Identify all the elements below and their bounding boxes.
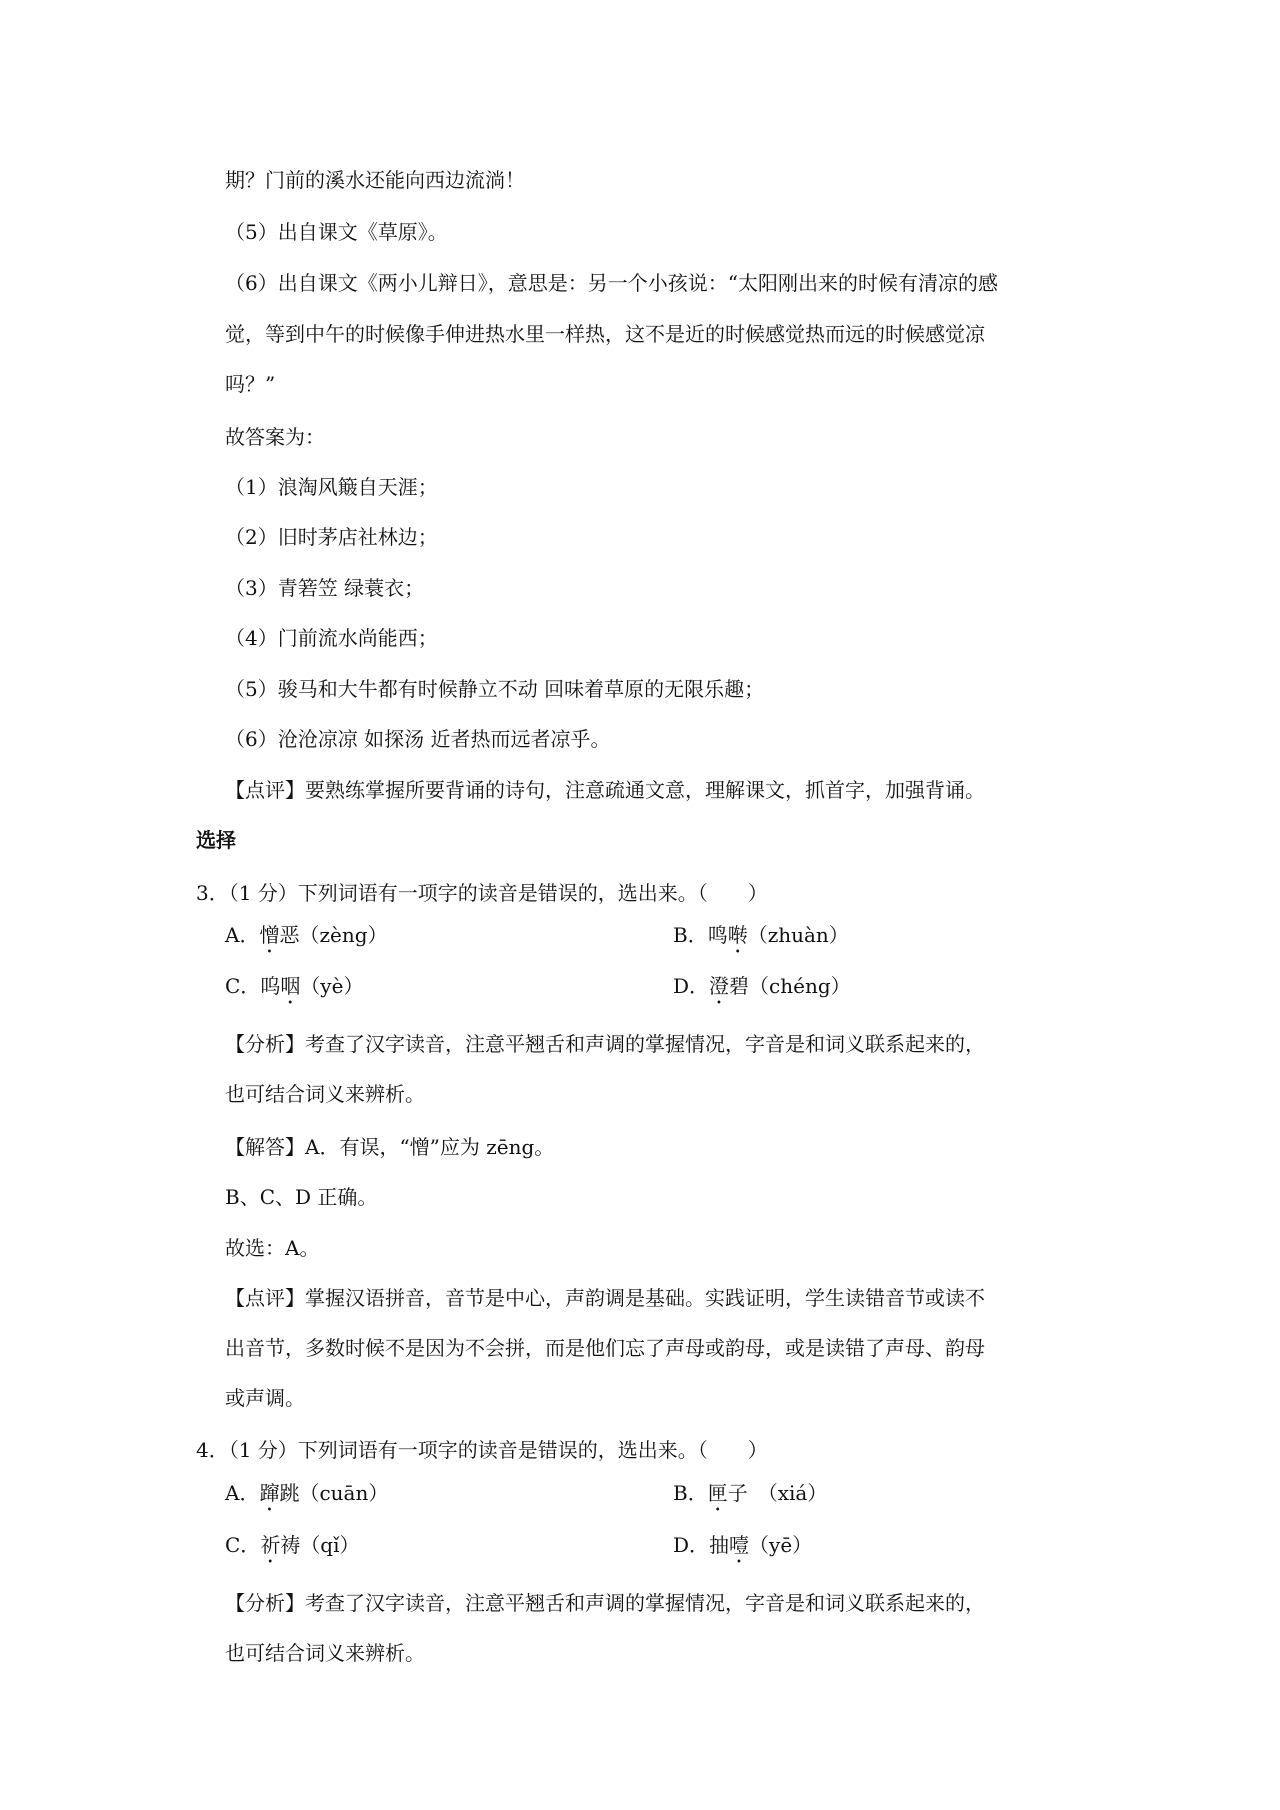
emphasized-char: 匣: [707, 1481, 728, 1505]
emphasized-char: 祈: [260, 1533, 281, 1557]
option-text: 祷: [280, 1533, 301, 1557]
answer: 【解答】A．有误，“憎”应为 zēng。: [225, 1135, 555, 1159]
comment: 【点评】掌握汉语拼音，音节是中心，声韵调是基础。实践证明，学生读错音节或读不: [225, 1286, 985, 1310]
option-letter: D．: [673, 974, 710, 998]
option-text: 碧: [729, 974, 750, 998]
option-letter: C．: [225, 974, 261, 998]
emphasized-char: 澄: [709, 974, 730, 998]
comment: 出音节，多数时候不是因为不会拼，而是他们忘了声母或韵母，或是读错了声母、韵母: [225, 1336, 985, 1360]
text-line: （6）沧沧凉凉 如探汤 近者热而远者凉乎。: [225, 727, 611, 751]
analysis: 也可结合词义来辨析。: [225, 1082, 425, 1106]
option-text: 抽: [709, 1533, 730, 1557]
option-a[interactable]: [225, 923, 388, 958]
option-text: 跳: [279, 1481, 300, 1505]
emphasized-char: 咽: [280, 974, 301, 998]
text-line: （4）门前流水尚能西；: [225, 626, 438, 650]
option-text: 恶: [279, 923, 300, 947]
option-text: 子: [727, 1481, 748, 1505]
answer: B、C、D 正确。: [225, 1185, 378, 1209]
text-line: （2）旧时茅店社林边；: [225, 525, 438, 549]
option-pinyin: （yè）: [300, 974, 364, 998]
option-pinyin: （xiá）: [747, 1481, 828, 1505]
option-text: 呜: [260, 974, 281, 998]
option-pinyin: （chéng）: [749, 974, 851, 998]
question-stem: 3．（1 分）下列词语有一项字的读音是错误的，选出来。（ ）: [196, 881, 768, 905]
option-pinyin: （cuān）: [299, 1481, 389, 1505]
option-b[interactable]: [673, 923, 849, 958]
text-line: 吗？”: [225, 372, 276, 396]
text-line: 觉，等到中午的时候像手伸进热水里一样热，这不是近的时候感觉热而远的时候感觉凉: [225, 322, 985, 346]
option-d[interactable]: [673, 1533, 812, 1568]
text-line: 故答案为：: [225, 425, 325, 449]
analysis: 也可结合词义来辨析。: [225, 1641, 425, 1665]
option-letter: C．: [225, 1533, 261, 1557]
option-letter: A．: [225, 1481, 260, 1505]
text-line: （5）出自课文《草原》。: [225, 220, 448, 244]
text-line: （3）青箬笠 绿蓑衣；: [225, 576, 425, 600]
option-d[interactable]: [673, 974, 851, 1009]
option-letter: A．: [225, 923, 260, 947]
question-stem: 4．（1 分）下列词语有一项字的读音是错误的，选出来。（ ）: [196, 1438, 768, 1462]
text-line: （5）骏马和大牛都有时候静立不动 回味着草原的无限乐趣；: [225, 677, 765, 701]
choice: 故选：A。: [225, 1236, 320, 1260]
option-a[interactable]: [225, 1481, 388, 1516]
option-c[interactable]: [225, 1533, 360, 1568]
option-letter: D．: [673, 1533, 710, 1557]
option-letter: B．: [673, 1481, 708, 1505]
option-pinyin: （qǐ）: [300, 1533, 360, 1557]
option-pinyin: （yē）: [749, 1533, 813, 1557]
option-pinyin: （zèng）: [299, 923, 388, 947]
analysis: 【分析】考查了汉字读音，注意平翘舌和声调的掌握情况，字音是和词义联系起来的，: [225, 1591, 985, 1615]
comment-line: 【点评】要熟练掌握所要背诵的诗句，注意疏通文意，理解课文，抓首字，加强背诵。: [225, 778, 985, 802]
option-pinyin: （zhuàn）: [747, 923, 849, 947]
option-c[interactable]: [225, 974, 363, 1009]
emphasized-char: 噎: [729, 1533, 750, 1557]
option-b[interactable]: [673, 1481, 827, 1516]
option-text: 鸣: [707, 923, 728, 947]
emphasized-char: 啭: [727, 923, 748, 947]
analysis: 【分析】考查了汉字读音，注意平翘舌和声调的掌握情况，字音是和词义联系起来的，: [225, 1032, 985, 1056]
text-line: 期？门前的溪水还能向西边流淌！: [225, 168, 525, 192]
emphasized-char: 憎: [259, 923, 280, 947]
section-title: 选择: [196, 828, 236, 852]
emphasized-char: 蹿: [259, 1481, 280, 1505]
option-letter: B．: [673, 923, 708, 947]
text-line: （1）浪淘风簸自天涯；: [225, 475, 438, 499]
comment: 或声调。: [225, 1386, 305, 1410]
text-line: （6）出自课文《两小儿辩日》，意思是：另一个小孩说：“太阳刚出来的时候有清凉的感: [225, 271, 998, 295]
